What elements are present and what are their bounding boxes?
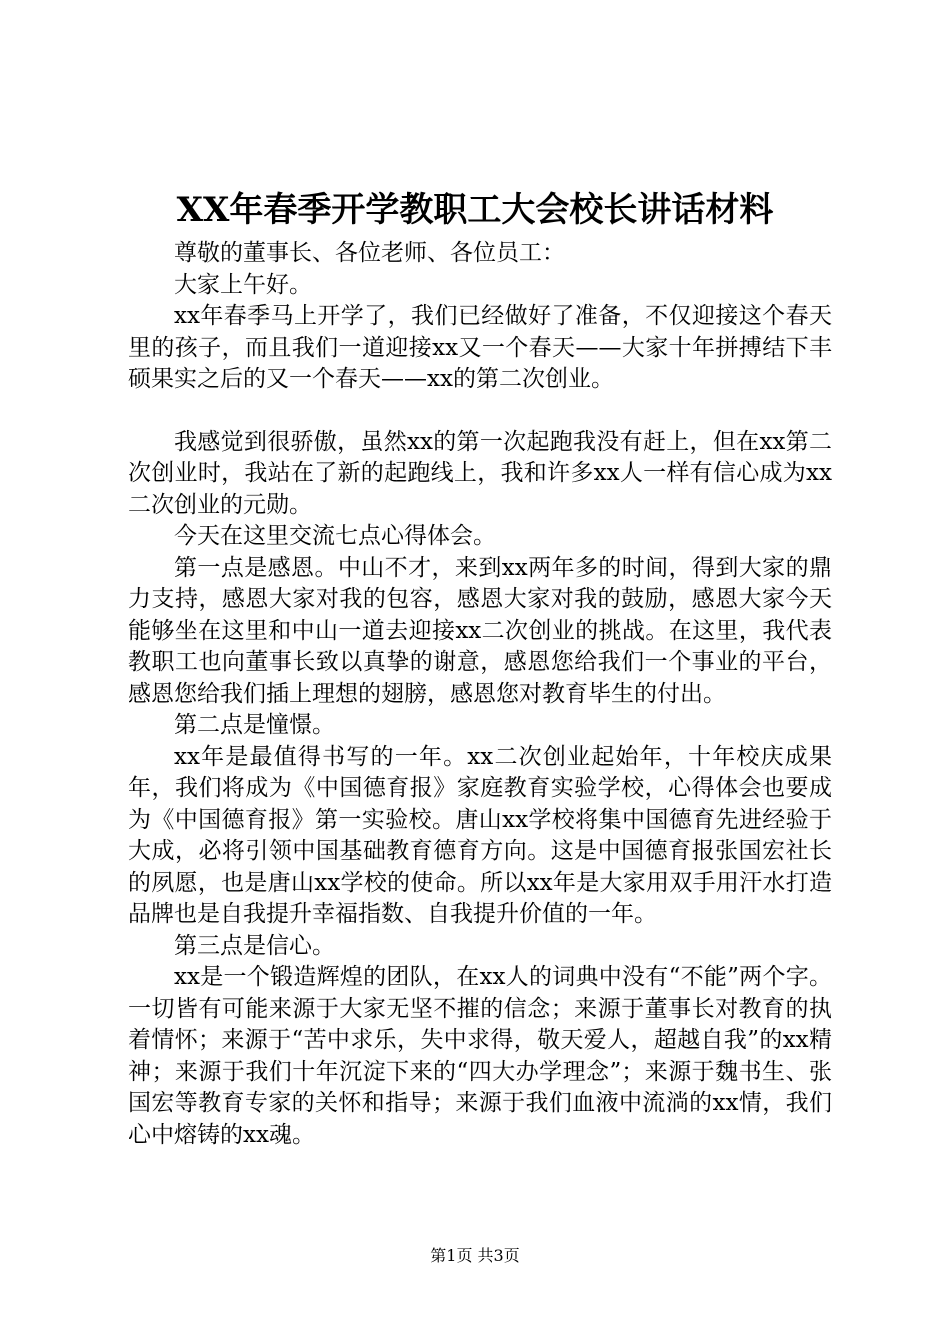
greeting: 大家上午好。 (174, 271, 312, 298)
page-footer: 第1页 共3页 (430, 1246, 520, 1265)
paragraph-aspiration: xx年是最值得书写的一年。xx二次创业起始年，十年校庆成果年，我们将成为《中国德育报》家庭教育实验学校，心得体会也要成为《中国德育报》第一实验校。唐山xx学校将集中国德育先进经验于大成，必将引领中国基础教育德育方向。这是中国德育报张国宏社长的夙愿，也是唐山xx学校的使命。所以xx年是大家用双手用汗水打造品牌也是自我提升幸福指数、自我提升价值的一年。 (128, 743, 832, 927)
paragraph-gratitude: 第一点是感恩。中山不才，来到xx两年多的时间，得到大家的鼎力支持，感恩大家对我的包容，感恩大家对我的鼓励，感恩大家今天能够坐在这里和中山一道去迎接xx二次创业的挑战。在这里，我代表教职工也向董事长致以真挚的谢意，感恩您给我们一个事业的平台，感恩您给我们插上理想的翅膀，感恩您对教育毕生的付出。 (128, 554, 832, 707)
paragraph-gap (128, 396, 832, 427)
heading-point-two: 第二点是憧憬。 (174, 712, 335, 738)
document-body (128, 238, 832, 1151)
document-title: XX年春季开学教职工大会校长讲话材料 (176, 190, 774, 230)
salutation: 尊敬的董事长、各位老师、各位员工： (174, 240, 565, 266)
paragraph-pride: 我感觉到很骄傲，虽然xx的第一次起跑我没有赶上，但在xx第二次创业时，我站在了新的起跑线上，我和许多xx人一样有信心成为xx二次创业的元勋。 (128, 428, 832, 518)
paragraph-intro: xx年春季马上开学了，我们已经做好了准备，不仅迎接这个春天里的孩子，而且我们一道迎接xx又一个春天——大家十年拼搏结下丰硕果实之后的又一个春天——xx的第二次创业。 (128, 303, 832, 392)
paragraph-topic: 今天在这里交流七点心得体会。 (174, 523, 496, 549)
paragraph-confidence: xx是一个锻造辉煌的团队，在xx人的词典中没有“不能”两个字。一切皆有可能来源于大家无坚不摧的信念；来源于董事长对教育的执着情怀；来源于“苦中求乐，失中求得，敬天爱人，超越自我”的xx精神；来源于我们十年沉淀下来的“四大办学理念”；来源于魏书生、张国宏等教育专家的关怀和指导；来源于我们血液中流淌的xx情，我们心中熔铸的xx魂。 (128, 964, 832, 1148)
heading-point-three: 第三点是信心。 (174, 932, 335, 959)
